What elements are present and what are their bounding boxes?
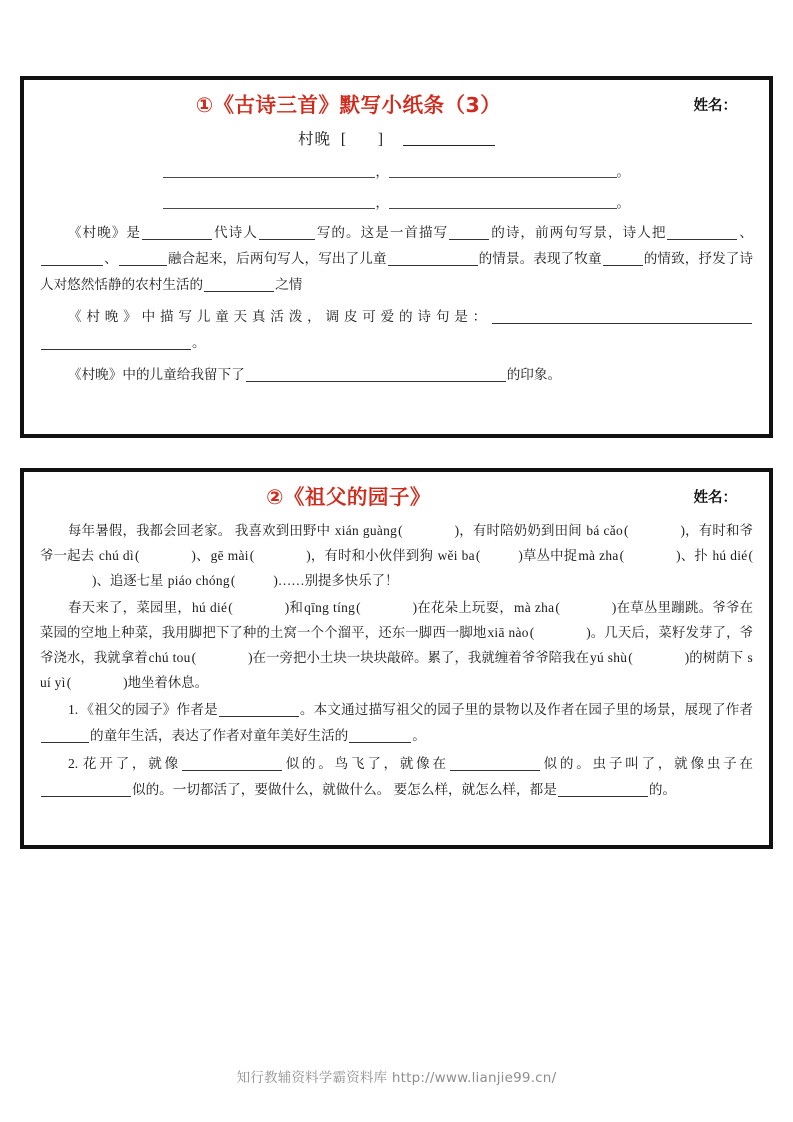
- worksheet-card-poem: [20, 76, 773, 438]
- p2-text-8: 地坐着休息。: [127, 675, 208, 690]
- garden-q2-text-2: 似的。鸟飞了，就像在: [282, 756, 449, 771]
- p1-pinyin-2: bá cǎo: [586, 523, 623, 538]
- garden-q1-text-1: 《祖父的园子》作者是: [80, 702, 218, 717]
- p1-text-5: ，有时和小伙伴到狗: [310, 548, 437, 563]
- poem-line-1-blank-a[interactable]: [163, 163, 375, 178]
- p1-pinyin-6: mà zha: [578, 548, 619, 563]
- card-2-title-row: [40, 482, 753, 516]
- p2-pinyin-2: qīng tíng: [304, 600, 356, 615]
- poem-recite-line-2: [40, 193, 753, 214]
- q1-text-1: 《村晚》是: [68, 225, 141, 240]
- garden-q2-blank-1[interactable]: [182, 756, 282, 771]
- q1-text-4: 的诗，前两句写景，诗人把: [490, 225, 667, 240]
- card-2-name-label: 姓名：: [693, 490, 737, 506]
- p2-pinyin-4: xiā nào: [487, 625, 529, 640]
- q1-blank-7[interactable]: [388, 251, 478, 266]
- garden-q1-blank-2[interactable]: [41, 728, 89, 743]
- q1-blank-9[interactable]: [204, 277, 274, 292]
- garden-q1-blank-3[interactable]: [349, 728, 411, 743]
- garden-q1-blank-1[interactable]: [219, 702, 299, 717]
- poem-header: [40, 128, 753, 152]
- p1-text-6: 草丛中捉: [522, 548, 578, 563]
- garden-q2-blank-4[interactable]: [558, 782, 648, 797]
- q2-blank-2[interactable]: [41, 335, 191, 350]
- p1-pinyin-8: piáo chóng: [167, 573, 230, 588]
- question-2-fill-in: [40, 304, 753, 356]
- p1-text-7: 、扑: [680, 548, 712, 563]
- p1-pinyin-4: gē mài: [210, 548, 249, 563]
- q2-text-2: 。: [192, 335, 206, 350]
- p1-pinyin-5: wěi ba: [437, 548, 475, 563]
- p2-pinyin-1: hú dié: [192, 600, 228, 615]
- garden-q1-text-2: 。本文通过描写祖父的园子里的景物以及作者在园子里的场景，展现了作者: [299, 702, 754, 717]
- garden-q1-number: 1.: [68, 702, 79, 717]
- garden-q2-text-5: 的。: [648, 782, 676, 797]
- poem-line-1-comma: ，: [375, 164, 389, 179]
- q1-text-5: 、: [738, 225, 754, 240]
- poem-line-2-comma: ，: [375, 195, 389, 210]
- p1-text-9: ……别提多快乐了！: [277, 573, 399, 588]
- q2-text-1: 《村晚》中描写儿童天真活泼，调皮可爱的诗句是：: [68, 309, 491, 324]
- q1-text-7: 融合起来，后两句写人，写出了儿童: [167, 251, 387, 266]
- card-2-content: [24, 472, 769, 845]
- q1-blank-4[interactable]: [667, 225, 737, 240]
- poem-recite-line-1: [40, 162, 753, 183]
- p2-pinyin-6: yú shù: [590, 650, 628, 665]
- garden-q2-text-3: 似的。虫子叫了，就像虫子在: [540, 756, 754, 771]
- q1-blank-5[interactable]: [41, 251, 103, 266]
- p2-text-4: 在草丛里蹦跳。爷爷在菜园的空地上种菜，我用脚把下了种的土窝一个个溜平，还东一脚西一脚地: [40, 600, 754, 640]
- p1-text-3: ，有时和爷爷一起去: [40, 523, 753, 563]
- passage-paragraph-1: 每年暑假，我都会回老家。 我喜欢到田野中 xián guàng( )，有时陪奶奶到田间 bá cǎo( )，有时和爷爷一起去 chú dì( )、gē mài( )，有时和小伙伴到狗 wěi ba( )草丛中捉mà zha( )、扑 hú dié()、追逐七星 piáo chóng( )……别提多快乐了！: [40, 523, 753, 588]
- q3-text-2: 的印象。: [506, 367, 562, 382]
- p2-text-1: 春天来了，菜园里，: [68, 600, 192, 615]
- p2-text-3: 在花朵上玩耍，: [417, 600, 514, 615]
- garden-q1-text-4: 。: [412, 728, 426, 743]
- garden-q2-number: 2.: [68, 756, 79, 771]
- q1-blank-3[interactable]: [449, 225, 489, 240]
- p1-pinyin-7: hú dié: [712, 548, 748, 563]
- poem-author-blank[interactable]: [403, 130, 495, 146]
- p1-text-8: 、追逐七星: [96, 573, 167, 588]
- question-1-fill-in: [40, 220, 753, 298]
- p2-text-5: 。几天后，菜籽发芽了，爷爷浇水，我就拿着: [40, 625, 753, 665]
- card-1-title: ①《古诗三首》默写小纸条（3）: [195, 93, 502, 117]
- p1-pinyin-3: chú dì: [98, 548, 134, 563]
- p1-text-1: 每年暑假，我都会回老家。 我喜欢到田野中: [68, 523, 334, 538]
- q1-text-2: 代诗人: [213, 225, 258, 240]
- p2-pinyin-5: chú tou: [148, 650, 191, 665]
- poem-line-1-period: 。: [616, 164, 630, 179]
- p2-text-7: 的树荫下: [689, 650, 747, 665]
- poem-line-1-blank-b[interactable]: [389, 163, 617, 178]
- poem-dynasty-bracket: [ ]: [340, 131, 398, 148]
- poem-line-2-period: 。: [616, 195, 630, 210]
- q1-text-9: 的情致，抒发了诗人对悠然恬静的农村生活的: [40, 251, 754, 292]
- poem-title: 村晚: [297, 131, 331, 148]
- garden-q2-blank-2[interactable]: [450, 756, 540, 771]
- poem-line-2-blank-a[interactable]: [163, 194, 375, 209]
- worksheet-card-garden: [20, 468, 773, 849]
- q3-blank-1[interactable]: [246, 367, 506, 382]
- q3-text-1: 《村晚》中的儿童给我留下了: [68, 367, 245, 382]
- q1-text-10: 之情: [275, 277, 303, 292]
- q1-text-6: 、: [104, 251, 118, 266]
- poem-line-2-blank-b[interactable]: [389, 194, 617, 209]
- garden-q2-text-1: 花开了，就像: [80, 756, 181, 771]
- card-1-title-row: [40, 90, 753, 124]
- garden-question-1: [40, 697, 753, 749]
- passage-paragraph-2: 春天来了，菜园里，hú dié( )和qīng tíng( )在花朵上玩耍，mà zha( )在草丛里蹦跳。爷爷在菜园的空地上种菜，我用脚把下了种的土窝一个个溜平，还东一脚西一脚地xiā nào( )。几天后，菜籽发芽了，爷爷浇水，我就拿着chú tou( )在一旁把小土块一块块敲碎。累了，我就缠着爷爷陪我在yú shù( )的树荫下 suí yì( )地坐着休息。: [40, 600, 754, 690]
- card-2-title: ②《祖父的园子》: [266, 485, 431, 509]
- card-1-name-label: 姓名：: [693, 98, 737, 114]
- p2-pinyin-7: suí yì: [40, 650, 754, 690]
- q1-text-3: 写的。这是一首描写: [315, 225, 449, 240]
- p1-text-2: ，有时陪奶奶到田间: [459, 523, 586, 538]
- garden-q1-text-3: 的童年生活，表达了作者对童年美好生活的: [90, 728, 349, 743]
- q1-blank-1[interactable]: [142, 225, 212, 240]
- card-1-content: [24, 80, 769, 434]
- p2-pinyin-3: mà zha: [514, 600, 555, 615]
- q1-blank-8[interactable]: [603, 251, 643, 266]
- p2-text-6: 在一旁把小土块一块块敲碎。累了，我就缠着爷爷陪我在: [252, 650, 590, 665]
- q2-blank-1[interactable]: [492, 309, 752, 324]
- garden-q2-text-4: 似的。一切都活了，要做什么，就做什么。 要怎么样，就怎么样，都是: [132, 782, 557, 797]
- garden-q2-blank-3[interactable]: [41, 782, 131, 797]
- footer-watermark: 知行教辅资料学霸资料库 http://www.lianjie99.cn/: [236, 1070, 557, 1086]
- p1-pinyin-1: xián guàng: [334, 523, 398, 538]
- q1-blank-6[interactable]: [119, 251, 167, 266]
- garden-question-2: [40, 751, 753, 803]
- p1-text-4: 、: [195, 548, 210, 563]
- p2-text-2: 和: [289, 600, 304, 615]
- question-3-fill-in: [40, 362, 753, 388]
- q1-text-8: 的情景。表现了牧童: [478, 251, 602, 266]
- q1-blank-2[interactable]: [259, 225, 315, 240]
